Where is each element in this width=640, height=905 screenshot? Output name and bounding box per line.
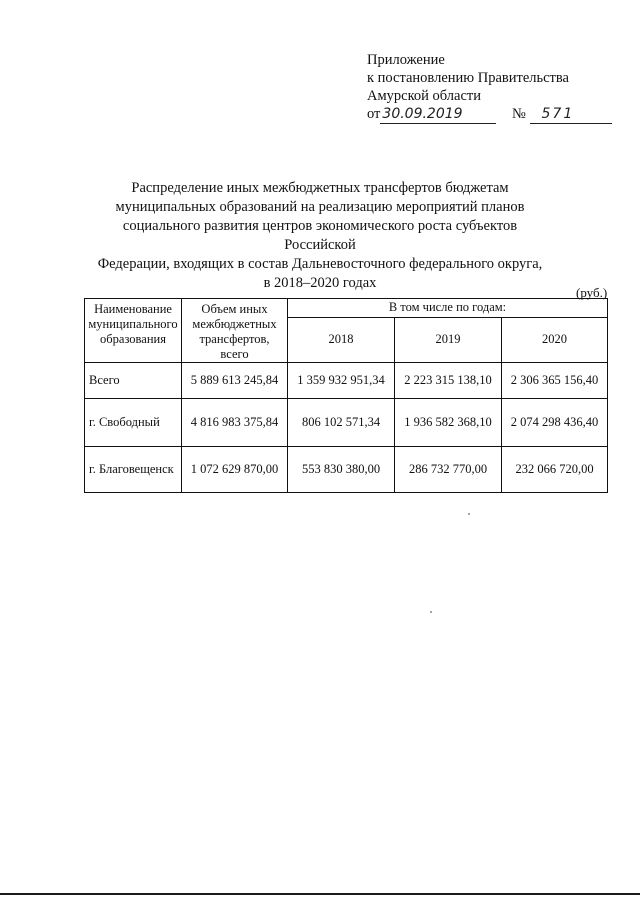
row-name: Всего bbox=[85, 363, 182, 399]
row-2019: 286 732 770,00 bbox=[395, 447, 502, 493]
units-label: (руб.) bbox=[576, 285, 608, 300]
document-title bbox=[90, 179, 550, 293]
table-row bbox=[85, 447, 608, 493]
row-2018: 806 102 571,34 bbox=[288, 399, 395, 447]
appendix-block bbox=[367, 51, 612, 124]
appendix-region: Амурской области bbox=[367, 88, 481, 104]
date-value: 30.09.2019 bbox=[380, 105, 496, 124]
row-total: 5 889 613 245,84 bbox=[182, 363, 288, 399]
appendix-date-number bbox=[367, 105, 612, 124]
transfers-table bbox=[84, 298, 608, 493]
appendix-decree-ref: к постановлению Правительства bbox=[367, 70, 569, 86]
row-name: г. Свободный bbox=[85, 399, 182, 447]
table-row bbox=[85, 399, 608, 447]
row-2019: 2 223 315 138,10 bbox=[395, 363, 502, 399]
row-total: 4 816 983 375,84 bbox=[182, 399, 288, 447]
header-total-volume: Объем иных межбюджетных трансфертов, всего bbox=[182, 299, 288, 363]
row-2020: 232 066 720,00 bbox=[502, 447, 608, 493]
header-year-2020: 2020 bbox=[502, 317, 608, 362]
row-total: 1 072 629 870,00 bbox=[182, 447, 288, 493]
row-2019: 1 936 582 368,10 bbox=[395, 399, 502, 447]
title-line-3: социального развития центров экономического роста субъектов Российской bbox=[122, 218, 518, 253]
number-prefix: № bbox=[512, 106, 526, 122]
appendix-title: Приложение bbox=[367, 52, 445, 68]
header-year-2018: 2018 bbox=[288, 317, 395, 362]
title-line-5: в 2018–2020 годах bbox=[263, 275, 377, 291]
row-2018: 553 830 380,00 bbox=[288, 447, 395, 493]
date-prefix: от bbox=[367, 106, 381, 122]
row-2020: 2 306 365 156,40 bbox=[502, 363, 608, 399]
row-name: г. Благовещенск bbox=[85, 447, 182, 493]
number-value: 571 bbox=[530, 105, 612, 124]
header-by-years: В том числе по годам: bbox=[288, 299, 608, 318]
row-2020: 2 074 298 436,40 bbox=[502, 399, 608, 447]
scan-speck bbox=[430, 611, 432, 613]
table-row bbox=[85, 363, 608, 399]
title-line-4: Федерации, входящих в состав Дальневосточного федерального округа, bbox=[97, 256, 543, 272]
header-year-2019: 2019 bbox=[395, 317, 502, 362]
row-2018: 1 359 932 951,34 bbox=[288, 363, 395, 399]
header-municipality: Наименование муниципального образования bbox=[85, 299, 182, 363]
scan-speck bbox=[468, 513, 470, 515]
scan-edge-line bbox=[0, 893, 640, 895]
title-line-2: муниципальных образований на реализацию мероприятий планов bbox=[115, 199, 525, 215]
title-line-1: Распределение иных межбюджетных трансфертов бюджетам bbox=[131, 180, 509, 196]
